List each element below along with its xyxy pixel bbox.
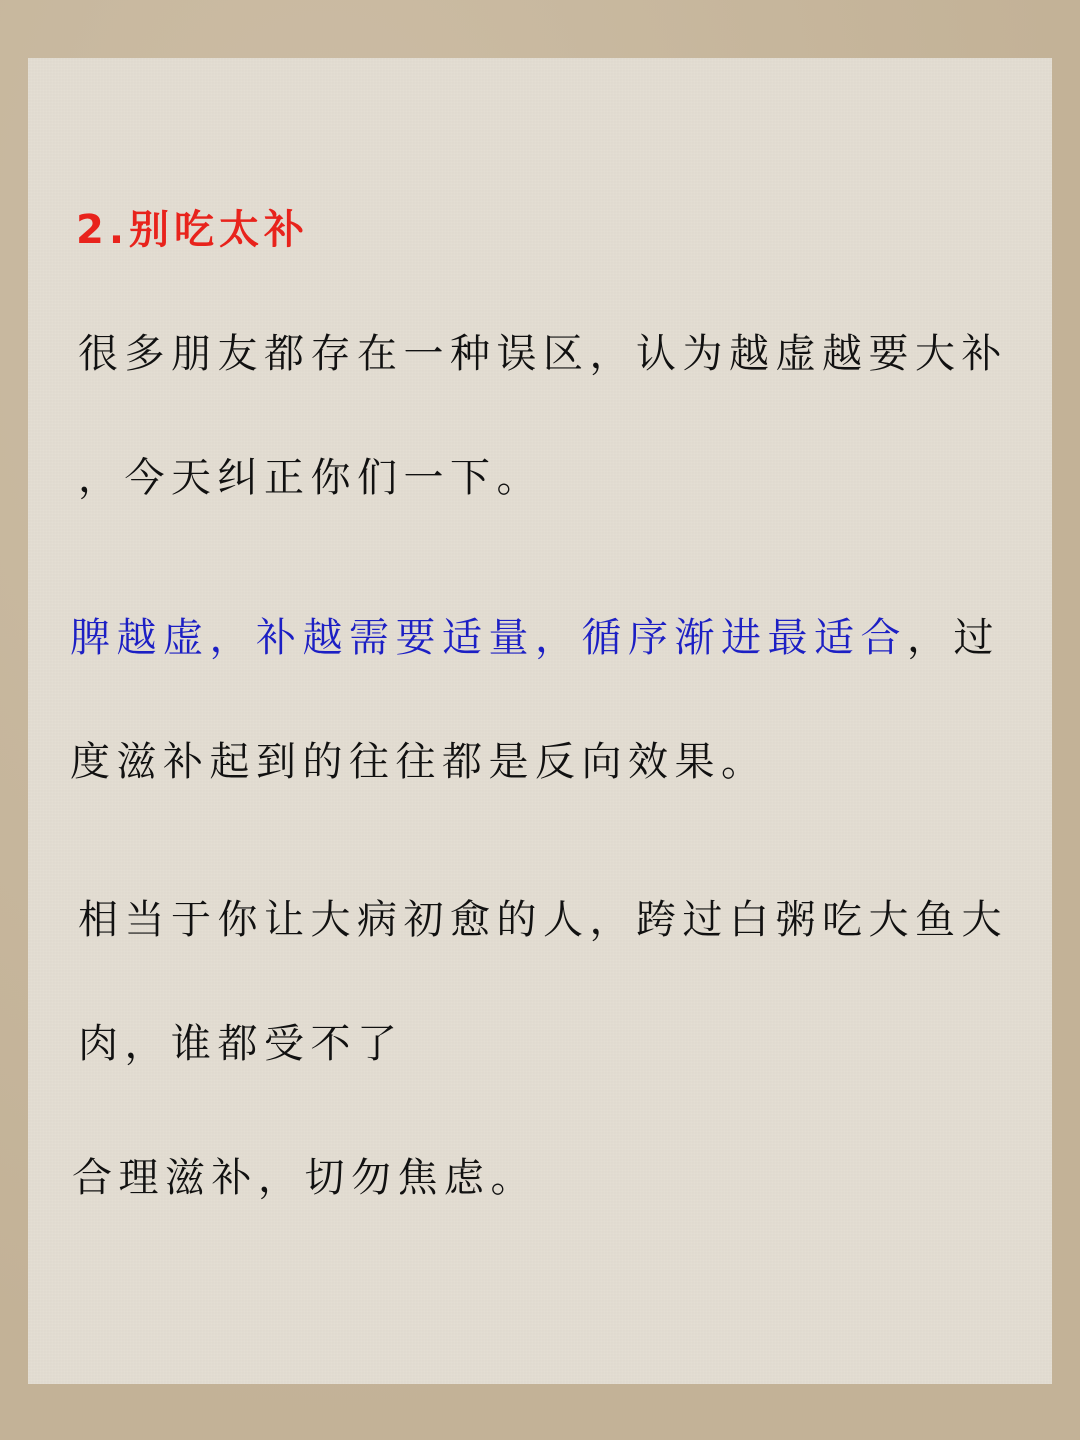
paragraph-1-line-1: 很多朋友都存在一种误区，认为越虚越要大补 — [78, 331, 1008, 377]
paragraph-3-line-2: 肉，谁都受不了 — [78, 1021, 404, 1067]
highlighted-text: 脾越虚，补越需要适量，循序渐进最适合 — [70, 615, 907, 661]
paragraph-1-line-2: ，今天纠正你们一下。 — [78, 455, 543, 501]
section-heading: 2.别吃太补 — [76, 207, 310, 253]
paragraph-2-line-1 — [70, 614, 1000, 662]
paragraph-3-line-1: 相当于你让大病初愈的人，跨过白粥吃大鱼大 — [78, 897, 1008, 943]
paragraph-4: 合理滋补，切勿焦虑。 — [72, 1155, 537, 1201]
paragraph-2-line-2: 度滋补起到的往往都是反向效果。 — [70, 739, 768, 785]
paragraph-2-line-1-rest: ，过 — [907, 615, 1000, 661]
